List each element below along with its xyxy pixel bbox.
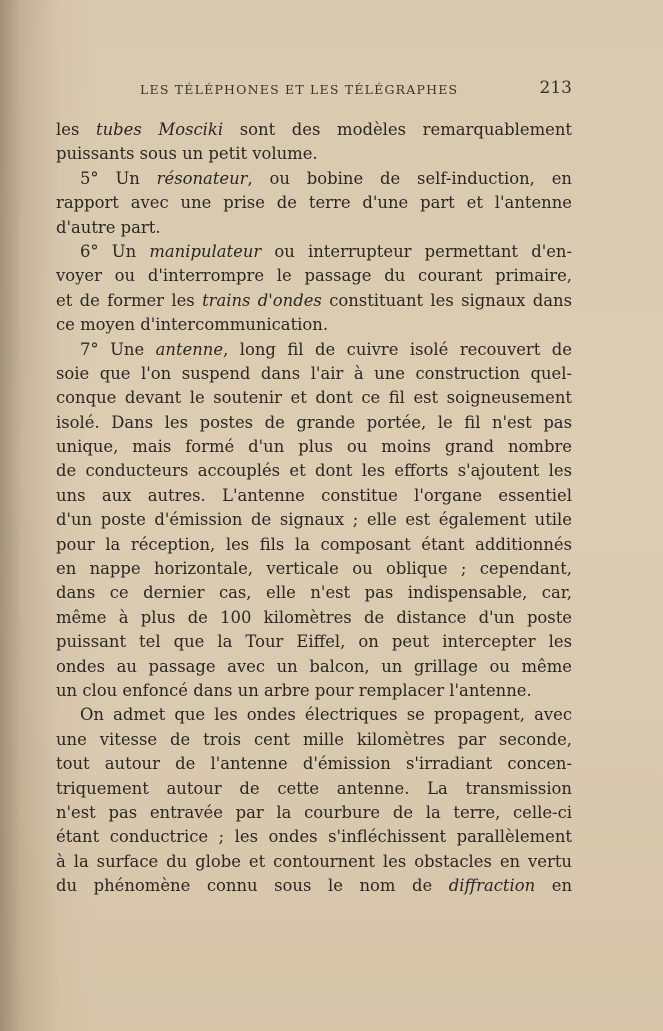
text-run: du phénomène connu sous le nom de <box>56 876 449 896</box>
text-line <box>56 167 572 191</box>
text-line <box>56 362 572 386</box>
italic-text-run: antenne <box>155 339 224 359</box>
text-run: un clou enfoncé dans un arbre pour remplacer l'antenne. <box>56 680 532 700</box>
text-line <box>56 386 572 410</box>
text-line <box>56 825 572 849</box>
text-line <box>56 679 572 703</box>
text-run: puissants sous un petit volume. <box>56 144 318 164</box>
text-run: ondes au passage avec un balcon, un grillage ou même <box>56 656 572 676</box>
text-run: ce moyen d'intercommunication. <box>56 315 329 335</box>
text-run: d'un poste d'émission de signaux ; elle est également utile <box>56 510 572 530</box>
text-line <box>56 533 572 557</box>
text-run: n'est pas entravée par la courbure de la terre, celle-ci <box>56 802 572 822</box>
italic-text-run: résonateur <box>156 168 248 188</box>
text-line <box>56 142 572 166</box>
text-run: de conducteurs accouplés et dont les efforts s'ajoutent les <box>56 461 572 481</box>
text-run: en nappe horizontale, verticale ou oblique ; cependant, <box>56 559 572 579</box>
text-line <box>56 338 572 362</box>
text-run: unique, mais formé d'un plus ou moins grand nombre <box>56 437 572 457</box>
text-line <box>56 801 572 825</box>
text-run: et de former les <box>56 290 203 310</box>
text-line <box>56 850 572 874</box>
italic-text-run: manipulateur <box>149 241 262 261</box>
text-line <box>56 655 572 679</box>
text-run: triquement autour de cette antenne. La transmission <box>56 778 572 798</box>
text-run: isolé. Dans les postes de grande portée, le fil n'est pas <box>56 412 572 432</box>
text-line <box>56 777 572 801</box>
text-run: une vitesse de trois cent mille kilomètres par seconde, <box>56 729 572 749</box>
text-run: tout autour de l'antenne d'émission s'irradiant concen- <box>56 754 572 774</box>
italic-text-run: diffraction <box>448 876 536 896</box>
running-title: LES TÉLÉPHONES ET LES TÉLÉGRAPHES <box>140 82 459 97</box>
text-run: conque devant le soutenir et dont ce fil est soigneusement <box>56 388 572 408</box>
text-run: pour la réception, les fils la composant étant additionnés <box>56 534 572 554</box>
text-run: dans ce dernier cas, elle n'est pas indispensable, car, <box>56 583 572 603</box>
text-line <box>56 703 572 727</box>
text-line <box>56 606 572 630</box>
page-header <box>140 78 572 100</box>
text-run: puissant tel que la Tour Eiffel, on peut intercepter les <box>56 632 572 652</box>
text-line <box>56 118 572 142</box>
text-run: 6° Un <box>80 241 150 261</box>
text-run: à la surface du globe et contournent les obstacles en vertu <box>56 851 572 871</box>
text-run: d'autre part. <box>56 217 161 237</box>
text-run: 5° Un <box>80 168 157 188</box>
text-line <box>56 313 572 337</box>
text-run: les <box>56 120 97 139</box>
text-line <box>56 459 572 483</box>
text-line <box>56 630 572 654</box>
italic-text-run: tubes Mosciki <box>96 120 224 139</box>
text-run: On admet que les ondes électriques se propagent, avec <box>80 705 572 725</box>
text-run: , ou bobine de self-induction, en <box>247 168 572 188</box>
text-run: 7° Une <box>80 339 156 359</box>
text-line <box>56 728 572 752</box>
text-run: uns aux autres. L'antenne constitue l'organe essentiel <box>56 485 572 505</box>
text-line <box>56 752 572 776</box>
text-run: ou interrupteur permettant d'en- <box>261 241 572 261</box>
page-number: 213 <box>539 78 572 98</box>
text-line <box>56 289 572 313</box>
text-line <box>56 240 572 264</box>
text-run: en <box>535 876 572 896</box>
text-line <box>56 264 572 288</box>
text-line <box>56 191 572 215</box>
text-line <box>56 484 572 508</box>
italic-text-run: trains d'ondes <box>202 290 322 310</box>
text-line <box>56 508 572 532</box>
text-line <box>56 411 572 435</box>
text-line <box>56 557 572 581</box>
text-line <box>56 581 572 605</box>
text-run: rapport avec une prise de terre d'une part et l'antenne <box>56 193 572 213</box>
text-line <box>56 216 572 240</box>
text-run: même à plus de 100 kilomètres de distance d'un poste <box>56 607 572 627</box>
text-run: , long fil de cuivre isolé recouvert de <box>223 339 572 359</box>
text-run: constituant les signaux dans <box>321 290 572 310</box>
text-run: étant conductrice ; les ondes s'infléchissent parallèlement <box>56 827 572 847</box>
body-text <box>56 118 572 899</box>
text-line <box>56 435 572 459</box>
text-run: soie que l'on suspend dans l'air à une construction quel- <box>56 363 572 383</box>
text-line <box>56 874 572 898</box>
text-run: voyer ou d'interrompre le passage du courant primaire, <box>56 266 572 286</box>
text-run: sont des modèles remarquablement <box>223 120 572 139</box>
